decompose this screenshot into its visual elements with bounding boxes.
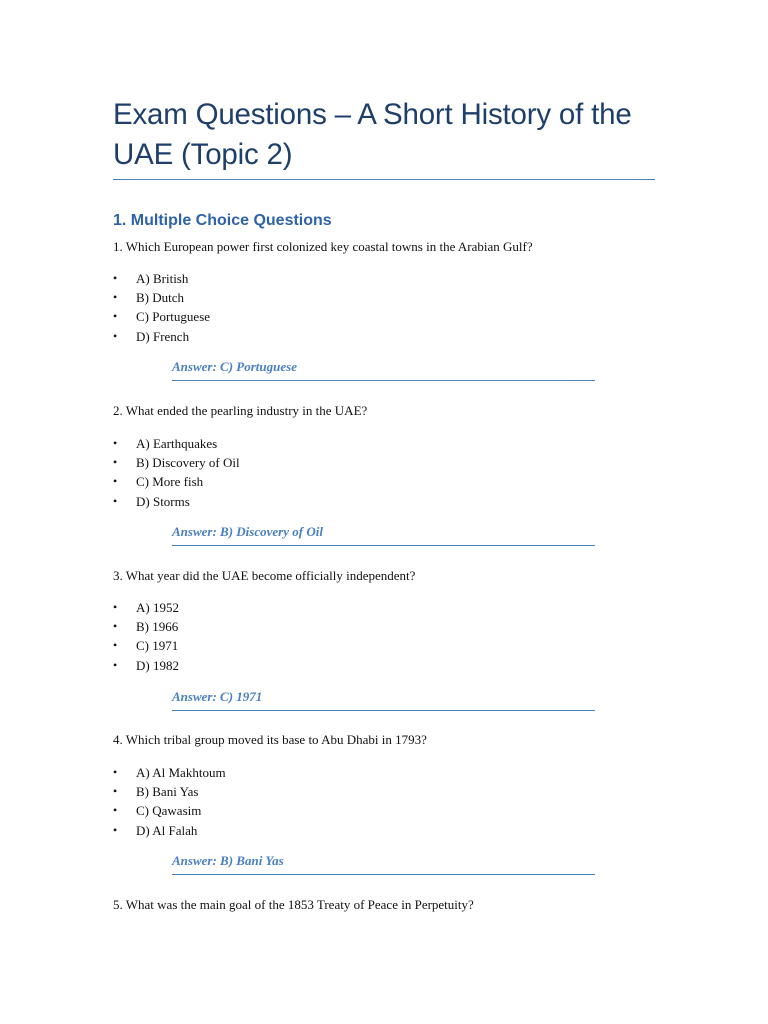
- bullet-icon: •: [113, 600, 118, 614]
- option-label: B) Dutch: [136, 290, 185, 306]
- question-2-options: [113, 434, 240, 511]
- bullet-icon: •: [113, 436, 118, 450]
- option-label: A) Earthquakes: [136, 436, 218, 451]
- option: [113, 307, 210, 326]
- option-label: C) Portuguese: [136, 309, 211, 325]
- question-2-answer: Answer: B) Discovery of Oil: [172, 524, 595, 546]
- question-1-answer: Answer: C) Portuguese: [172, 359, 595, 381]
- bullet-icon: •: [113, 803, 118, 818]
- option-label: C) 1971: [136, 638, 179, 654]
- option: [113, 269, 210, 288]
- bullet-icon: •: [113, 271, 118, 285]
- question-3-options: [113, 598, 179, 675]
- question-5-text: 5. What was the main goal of the 1853 Treaty of Peace in Perpetuity?: [113, 897, 474, 912]
- bullet-icon: •: [113, 619, 118, 634]
- bullet-icon: •: [113, 328, 118, 343]
- option-label: C) Qawasim: [136, 803, 202, 819]
- option: [113, 327, 210, 346]
- document-title: Exam Questions – A Short History of the UAE (Topic 2): [113, 98, 632, 171]
- bullet-icon: •: [113, 290, 118, 305]
- option-label: B) 1966: [136, 619, 179, 635]
- option: [113, 492, 240, 511]
- option: [113, 821, 226, 840]
- option-label: B) Discovery of Oil: [136, 455, 240, 471]
- option: [113, 801, 226, 820]
- bullet-icon: •: [113, 638, 118, 653]
- question-2-text: 2. What ended the pearling industry in the UAE?: [113, 403, 368, 418]
- question-4-answer: Answer: B) Bani Yas: [172, 853, 595, 875]
- option-label: A) Al Makhtoum: [136, 765, 226, 780]
- option-label: A) 1952: [136, 600, 179, 615]
- bullet-icon: •: [113, 493, 118, 508]
- title-divider: [113, 179, 655, 180]
- option: [113, 763, 226, 782]
- option: [113, 472, 240, 491]
- option: [113, 636, 179, 655]
- bullet-icon: •: [113, 822, 118, 837]
- question-3-text: 3. What year did the UAE become officially independent?: [113, 568, 416, 583]
- option: [113, 782, 226, 801]
- bullet-icon: •: [113, 309, 118, 324]
- option: [113, 656, 179, 675]
- bullet-icon: •: [113, 765, 118, 779]
- question-4-options: [113, 763, 226, 840]
- option-label: A) British: [136, 271, 189, 286]
- question-1-text: 1. Which European power first colonized key coastal towns in the Arabian Gulf?: [113, 239, 533, 254]
- option: [113, 598, 179, 617]
- option-label: D) French: [136, 328, 190, 344]
- bullet-icon: •: [113, 784, 118, 799]
- question-4-text: 4. Which tribal group moved its base to Abu Dhabi in 1793?: [113, 732, 427, 747]
- option-label: D) 1982: [136, 657, 179, 673]
- option: [113, 434, 240, 453]
- option-label: B) Bani Yas: [136, 784, 199, 800]
- option: [113, 617, 179, 636]
- question-3-answer: Answer: C) 1971: [172, 689, 595, 711]
- option: [113, 453, 240, 472]
- bullet-icon: •: [113, 455, 118, 470]
- section-heading: 1. Multiple Choice Questions: [113, 212, 332, 229]
- option-label: D) Storms: [136, 493, 190, 509]
- option-label: D) Al Falah: [136, 822, 198, 838]
- bullet-icon: •: [113, 474, 118, 489]
- option-label: C) More fish: [136, 474, 204, 490]
- question-1-options: [113, 269, 210, 346]
- bullet-icon: •: [113, 657, 118, 672]
- option: [113, 288, 210, 307]
